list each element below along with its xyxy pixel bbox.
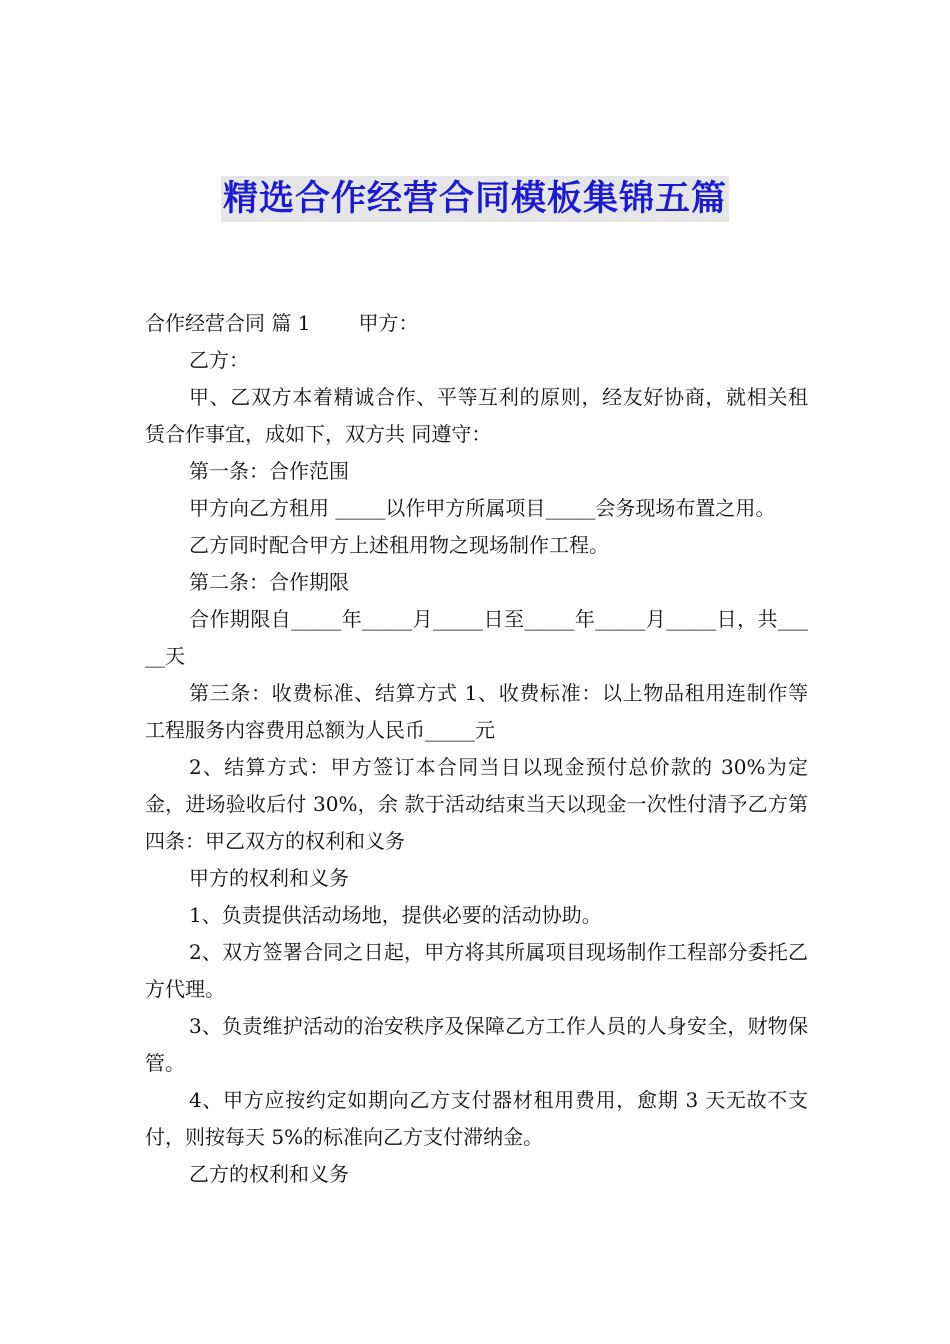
paragraph-article-2-title: 第二条：合作期限 [189,570,349,594]
document-body [145,305,808,1193]
paragraph-party-a-item-1: 1、负责提供活动场地，提供必要的活动协助。 [189,903,602,927]
title-container [0,176,950,222]
first-line [145,305,808,342]
paragraph-party-a-item-4: 4、甲方应按约定如期向乙方支付器材租用费用，愈期 3 天无故不支付，则按每天 5%的标准向乙方支付滞纳金。 [145,1088,808,1149]
document-title: 精选合作经营合同模板集锦五篇 [221,176,729,222]
paragraph-party-b: 乙方： [189,348,249,372]
paragraph-article-1-body: 甲方向乙方租用 _____以作甲方所属项目_____会务现场布置之用。 [189,496,776,520]
paragraph-article-1-title: 第一条：合作范围 [189,459,349,483]
paragraph-party-b-rights-title: 乙方的权利和义务 [189,1162,349,1186]
paragraph-preamble: 甲、乙双方本着精诚合作、平等互利的原则，经友好协商，就相关租赁合作事宜，成如下，双方共 同遵守： [145,385,808,446]
paragraph-settlement: 2、结算方式：甲方签订本合同当日以现金预付总价款的 30%为定金，进场验收后付 30%，余 款于活动结束当天以现金一次性付清予乙方第四条：甲乙双方的权利和义务 [145,755,808,853]
paragraph-article-2-body: 合作期限自_____年_____月_____日至_____年_____月_____日，共_____天 [145,607,808,668]
paragraph-party-a-item-2: 2、双方签署合同之日起，甲方将其所属项目现场制作工程部分委托乙方代理。 [145,940,808,1001]
party-a-label: 甲方： [358,311,419,335]
paragraph-party-a-item-3: 3、负责维护活动的治安秩序及保障乙方工作人员的人身安全，财物保管。 [145,1014,808,1075]
paragraph-party-a-rights-title: 甲方的权利和义务 [189,866,349,890]
contract-heading: 合作经营合同 篇 1 [145,311,311,335]
paragraph-article-3: 第三条：收费标准、结算方式 1、收费标准：以上物品租用连制作等工程服务内容费用总额为人民币_____元 [145,681,808,742]
paragraph-article-1-extra: 乙方同时配合甲方上述租用物之现场制作工程。 [189,533,609,557]
